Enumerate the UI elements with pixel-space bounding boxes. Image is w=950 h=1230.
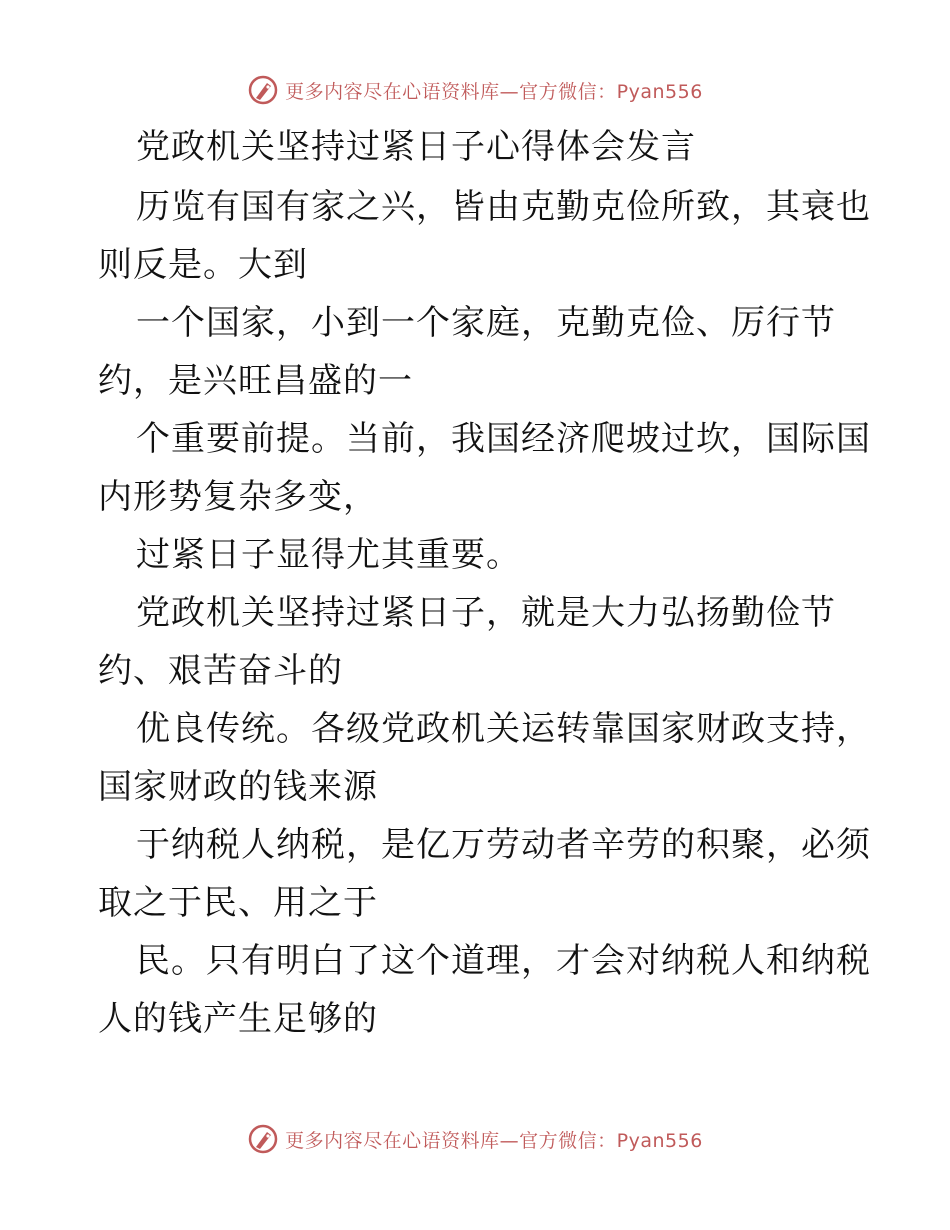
paragraph-line: 一个国家，小到一个家庭，克勤克俭、厉行节: [136, 303, 836, 343]
paragraph-line: 于纳税人纳税，是亿万劳动者辛劳的积聚，必须: [136, 825, 871, 865]
paragraph-line: 国家财政的钱来源: [98, 767, 378, 807]
pen-nib-logo-icon: [247, 74, 279, 106]
paragraph-line: 民。只有明白了这个道理，才会对纳税人和纳税: [136, 941, 871, 981]
paragraph-line: 人的钱产生足够的: [98, 999, 378, 1039]
paragraph-line: 则反是。大到: [98, 245, 308, 285]
paragraph-line: 个重要前提。当前，我国经济爬坡过坎，国际国: [136, 419, 871, 459]
paragraph-line: 优良传统。各级党政机关运转靠国家财政支持，: [136, 709, 871, 749]
paragraph-line: 历览有国有家之兴，皆由克勤克俭所致，其衰也: [136, 187, 871, 227]
paragraph-line: 内形势复杂多变，: [98, 477, 378, 517]
watermark-text: 更多内容尽在心语资料库—官方微信：Pyan556: [285, 80, 703, 103]
watermark-text: 更多内容尽在心语资料库—官方微信：Pyan556: [285, 1129, 703, 1152]
footer-watermark: [0, 1119, 950, 1159]
paragraph-line: 约、艰苦奋斗的: [98, 651, 343, 691]
document-title: 党政机关坚持过紧日子心得体会发言: [136, 127, 696, 167]
paragraph-line: 取之于民、用之于: [98, 883, 378, 923]
pen-nib-logo-icon: [247, 1123, 279, 1155]
paragraph-line: 党政机关坚持过紧日子，就是大力弘扬勤俭节: [136, 593, 836, 633]
header-watermark: [0, 70, 950, 110]
paragraph-line: 约，是兴旺昌盛的一: [98, 361, 413, 401]
paragraph-line: 过紧日子显得尤其重要。: [136, 535, 521, 575]
